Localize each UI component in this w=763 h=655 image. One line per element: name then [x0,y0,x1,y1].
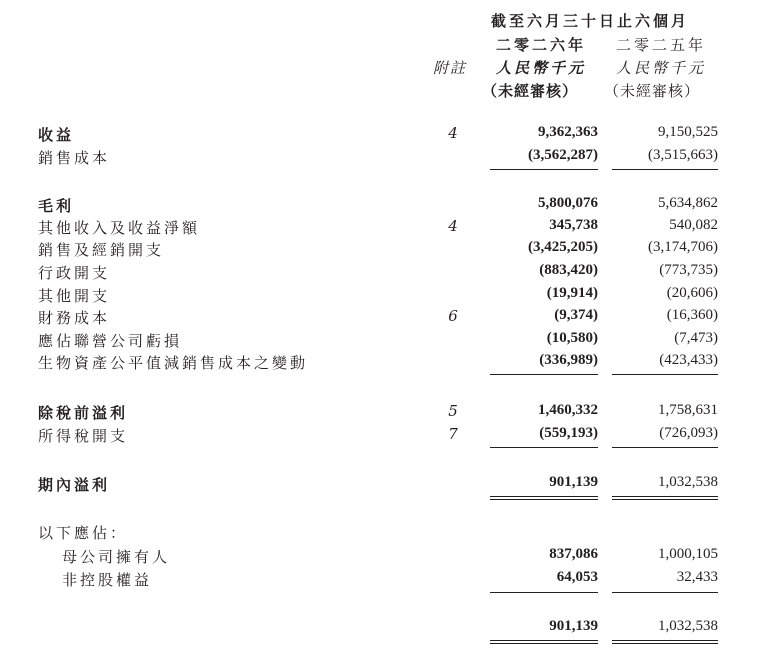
row-note: 4 [448,124,458,142]
row-current-value: 901,139 [549,618,598,634]
row-current-value: 5,800,076 [538,195,598,211]
row-current-value: 345,738 [549,217,598,233]
note-column-header: 附註 [433,59,468,77]
row-label: 行政開支 [38,264,111,282]
currency-prior-header: 人民幣千元 [616,59,707,77]
row-label: 銷售成本 [38,149,111,167]
subtotal-rule-prior [612,592,718,593]
row-label: 所得稅開支 [38,427,129,445]
statement-row-revenue [0,124,763,146]
row-current-value: (10,580) [546,330,598,346]
statement-row-cost-of-sales [0,147,763,169]
row-prior-value: (726,093) [659,425,718,441]
row-prior-value: (423,433) [659,352,718,368]
row-label: 生物資產公平值減銷售成本之變動 [38,354,309,372]
statement-row-biological-assets-change [0,352,763,374]
row-label: 毛利 [38,197,75,215]
row-label: 其他收入及收益淨額 [38,219,201,237]
statement-row-finance-costs [0,307,763,329]
statement-row-profit-before-tax [0,402,763,424]
currency-current-header: 人民幣千元 [496,59,587,77]
row-prior-value: (16,360) [666,307,718,323]
total-rule-prior-top [612,496,718,497]
statement-row-non-controlling-interests [0,569,763,591]
row-prior-value: 1,000,105 [658,546,718,562]
year-current-header: 二零二六年 [496,36,587,54]
row-prior-value: 540,082 [669,217,718,233]
row-current-value: (9,374) [554,307,598,323]
total-rule-prior-bottom [612,499,718,500]
row-label: 收益 [38,126,75,144]
row-prior-value: (20,606) [666,285,718,301]
row-prior-value: 5,634,862 [658,195,718,211]
row-label: 期內溢利 [38,476,111,494]
row-current-value: 1,460,332 [538,402,598,418]
row-note: 4 [448,217,458,235]
row-label: 應佔聯營公司虧損 [38,332,183,350]
subtotal-rule-current [490,169,598,170]
row-note: 7 [448,425,458,443]
statement-row-selling-expenses [0,239,763,261]
row-current-value: (3,425,205) [528,239,598,255]
statement-row-income-tax [0,425,763,447]
row-note: 5 [448,402,458,420]
row-label: 以下應佔： [38,524,129,542]
row-current-value: (19,914) [546,285,598,301]
row-current-value: 837,086 [549,546,598,562]
subtotal-rule-prior [612,447,718,448]
statement-row-admin-expenses [0,262,763,284]
audit-prior-header: （未經審核） [604,82,701,100]
audit-current-header: （未經審核） [482,82,579,100]
subtotal-rule-current [490,447,598,448]
statement-row-attributable-to [0,522,763,544]
total-rule-current-bottom [490,499,598,500]
statement-row-owners-of-parent [0,546,763,568]
statement-row-total [0,618,763,640]
subtotal-rule-current [490,592,598,593]
subtotal-rule-current [490,374,598,375]
row-prior-value: 1,032,538 [658,618,718,634]
total-rule-current-bottom [490,643,598,644]
statement-row-share-of-associate-losses [0,330,763,352]
row-label: 其他開支 [38,287,111,305]
row-prior-value: (3,515,663) [648,147,718,163]
row-prior-value: 1,032,538 [658,474,718,490]
row-label: 財務成本 [38,309,111,327]
statement-row-profit-for-period [0,474,763,496]
statement-row-other-income [0,217,763,239]
subtotal-rule-prior [612,169,718,170]
row-label: 除稅前溢利 [38,404,129,422]
row-current-value: 9,362,363 [538,124,598,140]
row-note: 6 [448,307,458,325]
total-rule-current-top [490,640,598,641]
row-current-value: (3,562,287) [528,147,598,163]
row-prior-value: 1,758,631 [658,402,718,418]
row-label: 銷售及經銷開支 [38,241,165,259]
total-rule-prior-top [612,640,718,641]
row-prior-value: (3,174,706) [648,239,718,255]
row-current-value: (559,193) [539,425,598,441]
statement-row-other-expenses [0,285,763,307]
row-prior-value: (7,473) [674,330,718,346]
total-rule-current-top [490,496,598,497]
subtotal-rule-prior [612,374,718,375]
row-current-value: (883,420) [539,262,598,278]
row-prior-value: 9,150,525 [658,124,718,140]
row-current-value: 901,139 [549,474,598,490]
statement-row-gross-profit [0,195,763,217]
total-rule-prior-bottom [612,643,718,644]
row-label: 非控股權益 [62,571,153,589]
row-prior-value: (773,735) [659,262,718,278]
row-label: 母公司擁有人 [62,548,171,566]
year-prior-header: 二零二五年 [616,36,707,54]
row-current-value: 64,053 [556,569,598,585]
period-header: 截至六月三十日止六個月 [491,12,690,30]
row-current-value: (336,989) [539,352,598,368]
row-prior-value: 32,433 [676,569,718,585]
